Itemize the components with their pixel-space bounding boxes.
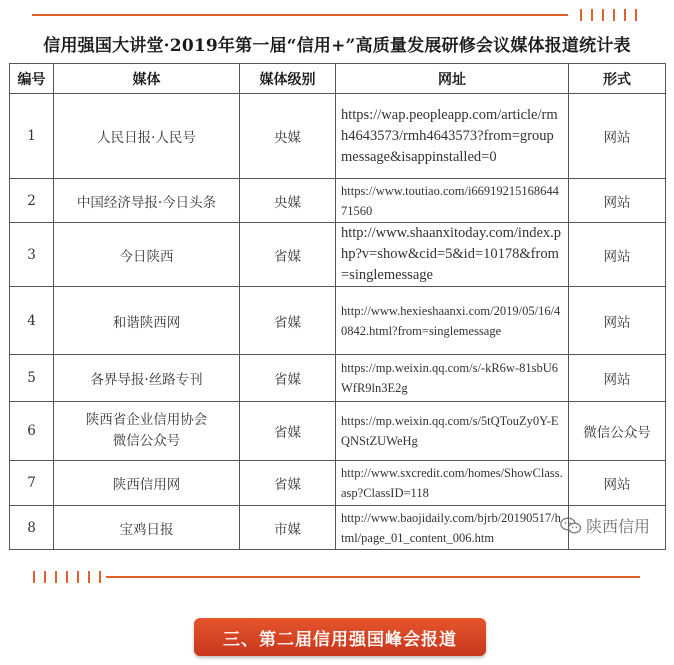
row-number: 7	[10, 461, 54, 506]
row-form: 网站	[569, 94, 666, 179]
row-level: 省媒	[240, 355, 336, 402]
row-level: 央媒	[240, 94, 336, 179]
row-url-link[interactable]: http://www.sxcredit.com/homes/ShowClass.asp?ClassID=118	[336, 461, 569, 506]
row-form: 微信公众号	[569, 402, 666, 461]
table-row	[10, 402, 666, 461]
row-media: 陕西省企业信用协会 微信公众号	[54, 402, 240, 461]
row-number: 3	[10, 223, 54, 287]
col-header-form: 形式	[569, 64, 666, 94]
row-number: 6	[10, 402, 54, 461]
table-row	[10, 94, 666, 179]
row-form: 网站	[569, 223, 666, 287]
col-header-media: 媒体	[54, 64, 240, 94]
row-number: 4	[10, 287, 54, 355]
col-header-level: 媒体级别	[240, 64, 336, 94]
bottom-decor-bars	[33, 571, 101, 583]
row-level: 市媒	[240, 506, 336, 550]
bottom-divider	[106, 576, 640, 578]
row-number: 8	[10, 506, 54, 550]
row-form: 网站	[569, 355, 666, 402]
row-media: 宝鸡日报	[54, 506, 240, 550]
col-header-number: 编号	[10, 64, 54, 94]
table-row	[10, 223, 666, 287]
row-url-link[interactable]: https://mp.weixin.qq.com/s/-kR6w-81sbU6WfR9ln3E2g	[336, 355, 569, 402]
table-header-row	[10, 64, 666, 94]
table-row	[10, 179, 666, 223]
row-form: 网站	[569, 287, 666, 355]
row-url-link[interactable]: https://mp.weixin.qq.com/s/5tQTouZy0Y-EQNStZUWeHg	[336, 402, 569, 461]
top-decor-bars	[580, 9, 637, 21]
watermark-text: 陕西信用	[586, 517, 651, 536]
row-media: 中国经济导报·今日头条	[54, 179, 240, 223]
row-level: 省媒	[240, 223, 336, 287]
row-media: 人民日报·人民号	[54, 94, 240, 179]
table-row	[10, 461, 666, 506]
media-report-table	[9, 63, 666, 550]
table-row	[10, 287, 666, 355]
col-header-url: 网址	[336, 64, 569, 94]
top-divider	[32, 14, 568, 16]
row-url-link[interactable]: http://www.baojidaily.com/bjrb/20190517/html/page_01_content_006.htm	[336, 506, 569, 550]
row-url-link[interactable]: http://www.shaanxitoday.com/index.php?v=show&cid=5&id=10178&from=singlemessage	[336, 223, 569, 287]
row-level: 省媒	[240, 402, 336, 461]
row-url-link[interactable]: https://www.toutiao.com/i6691921516864471560	[336, 179, 569, 223]
row-number: 2	[10, 179, 54, 223]
row-number: 1	[10, 94, 54, 179]
row-level: 省媒	[240, 287, 336, 355]
row-url-link[interactable]: https://wap.peopleapp.com/article/rmh4643573/rmh4643573?from=groupmessage&isappinstalled=0	[336, 94, 569, 179]
row-form: 网站	[569, 461, 666, 506]
row-media: 陕西信用网	[54, 461, 240, 506]
page-title: 信用强国大讲堂·2019年第一届“信用+”高质量发展研修会议媒体报道统计表	[43, 36, 631, 56]
wechat-icon	[560, 517, 582, 535]
row-url-link[interactable]: http://www.hexieshaanxi.com/2019/05/16/40842.html?from=singlemessage	[336, 287, 569, 355]
section-heading-button[interactable]: 三、第二届信用强国峰会报道	[194, 618, 486, 656]
row-number: 5	[10, 355, 54, 402]
account-watermark	[560, 514, 650, 537]
row-level: 央媒	[240, 179, 336, 223]
row-level: 省媒	[240, 461, 336, 506]
row-media: 各界导报·丝路专刊	[54, 355, 240, 402]
row-form: 网站	[569, 179, 666, 223]
row-media: 和谐陕西网	[54, 287, 240, 355]
row-media: 今日陕西	[54, 223, 240, 287]
table-row	[10, 355, 666, 402]
